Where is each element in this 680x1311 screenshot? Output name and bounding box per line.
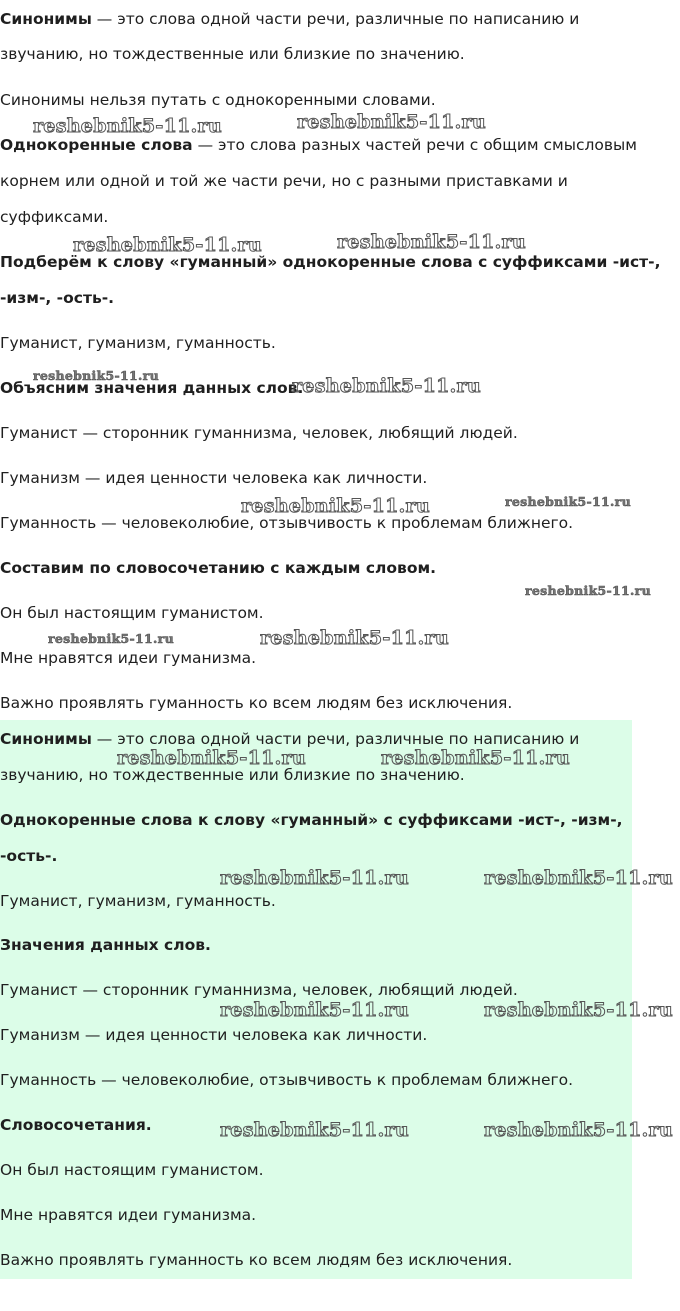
watermark: reshebnik5-11.ru: [241, 495, 430, 517]
task-explain-meanings: Объясним значения данных слов.: [0, 379, 304, 397]
answer-sentence-humaneness: Важно проявлять гуманность ко всем людям без исключения.: [0, 1251, 513, 1269]
watermark: reshebnik5-11.ru: [260, 627, 449, 649]
cognates-definition-line1: Однокоренные слова — это слова разных частей речи с общим смысловым: [0, 136, 637, 154]
watermark: reshebnik5-11.ru: [220, 999, 409, 1021]
definition-humanist: Гуманист — сторонник гуманнизма, человек, любящий людей.: [0, 424, 518, 442]
task-find-cognates-line1: Подберём к слову «гуманный» однокоренные слова с суффиксами -ист-,: [0, 253, 661, 271]
synonyms-definition-line2: звучанию, но тождественные или близкие по значению.: [0, 45, 465, 63]
answer-definition-humanism: Гуманизм — идея ценности человека как личности.: [0, 1026, 428, 1044]
watermark: reshebnik5-11.ru: [220, 867, 409, 889]
watermark: reshebnik5-11.ru: [337, 231, 526, 253]
answer-meanings-heading: Значения данных слов.: [0, 936, 211, 954]
answer-synonyms-line2: звучанию, но тождественные или близкие по значению.: [0, 766, 465, 784]
watermark: reshebnik5-11.ru: [220, 1119, 409, 1141]
watermark: reshebnik5-11.ru: [525, 583, 651, 598]
answer-definition-humaneness: Гуманность — человеколюбие, отзывчивость к проблемам ближнего.: [0, 1071, 574, 1089]
task-phrases: Составим по словосочетанию с каждым словом.: [0, 559, 437, 577]
answer-phrases-heading: Словосочетания.: [0, 1116, 152, 1134]
sentence-humanism: Мне нравятся идеи гуманизма.: [0, 649, 257, 667]
cognates-term: Однокоренные слова: [0, 136, 193, 154]
watermark: reshebnik5-11.ru: [33, 368, 159, 383]
watermark: reshebnik5-11.ru: [505, 494, 631, 509]
synonyms-term: Синонимы: [0, 10, 92, 28]
watermark: reshebnik5-11.ru: [484, 1119, 673, 1141]
answer-synonyms-line1: Синонимы — это слова одной части речи, различные по написанию и: [0, 730, 580, 748]
cognates-definition-line3: суффиксами.: [0, 208, 109, 226]
answer-sentence-humanist: Он был настоящим гуманистом.: [0, 1161, 264, 1179]
sentence-humanist: Он был настоящим гуманистом.: [0, 604, 264, 622]
answer-definition-humanist: Гуманист — сторонник гуманнизма, человек, любящий людей.: [0, 981, 518, 999]
watermark: reshebnik5-11.ru: [297, 111, 486, 133]
watermark: reshebnik5-11.ru: [484, 999, 673, 1021]
watermark: reshebnik5-11.ru: [48, 631, 174, 646]
answer-cognate-words: Гуманист, гуманизм, гуманность.: [0, 892, 276, 910]
answer-synonyms-term: Синонимы: [0, 730, 92, 748]
answer-cognates-heading-line2: -ость-.: [0, 847, 58, 865]
definition-humanism: Гуманизм — идея ценности человека как личности.: [0, 469, 428, 487]
synonyms-definition-line1: Синонимы — это слова одной части речи, различные по написанию и: [0, 10, 580, 28]
watermark: reshebnik5-11.ru: [381, 747, 570, 769]
watermark: reshebnik5-11.ru: [73, 234, 262, 256]
synonyms-warning: Синонимы нельзя путать с однокоренными словами.: [0, 91, 436, 109]
answer-cognates-heading-line1: Однокоренные слова к слову «гуманный» с суффиксами -ист-, -изм-,: [0, 811, 623, 829]
sentence-humaneness: Важно проявлять гуманность ко всем людям без исключения.: [0, 694, 513, 712]
task-find-cognates-line2: -изм-, -ость-.: [0, 289, 115, 307]
cognates-definition-line2: корнем или одной и той же части речи, но с разными приставками и: [0, 172, 568, 190]
watermark: reshebnik5-11.ru: [117, 747, 306, 769]
answer-sentence-humanism: Мне нравятся идеи гуманизма.: [0, 1206, 257, 1224]
watermark: reshebnik5-11.ru: [292, 375, 481, 397]
watermark: reshebnik5-11.ru: [33, 115, 222, 137]
definition-humaneness: Гуманность — человеколюбие, отзывчивость к проблемам ближнего.: [0, 514, 574, 532]
watermark: reshebnik5-11.ru: [484, 867, 673, 889]
cognate-words: Гуманист, гуманизм, гуманность.: [0, 334, 276, 352]
